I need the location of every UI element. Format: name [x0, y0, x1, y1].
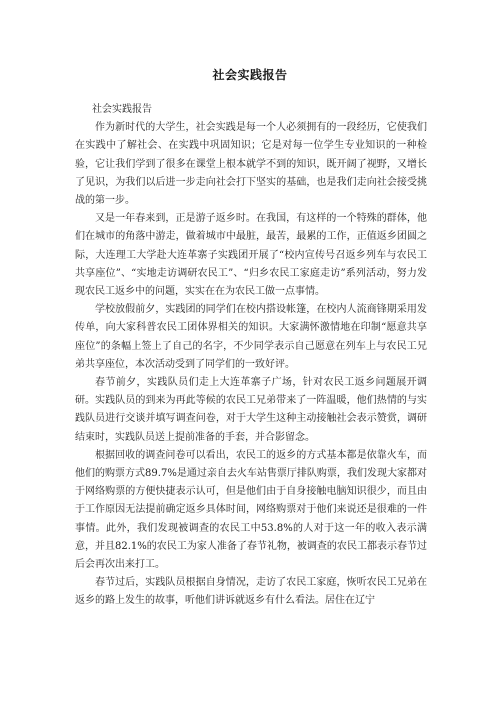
paragraph: 学校放假前夕，实践团的同学们在校内搭设帐篷，在校内人流商锋期采用发传单，向大家科普农民工团体界相关的知识。大家满怀激情地在印制“愿意共享座位”的条幅上签上了自己的名字，不少同学表示自己愿意在列车上与农民工兄弟共享座位，本次活动受到了同学们的一致好评。 [75, 304, 427, 370]
paragraph: 根据回收的调查问卷可以看出，农民工的返乡的方式基本都是依靠火车，而他们的购票方式89.7%是通过亲自去火车站售票厅排队购票，我们发现大家都对于网络购票的方便快捷表示认可，但是他们由于自身接触电脑知识很少，而且由于工作原因无法提前确定返乡具体时间，网络购票对于他们来说还是很难的一件事情。此外，我们发现被调查的农民工中53.8%的人对于这一年的收入表示满意，并且82.1%的农民工为家人准备了春节礼物，被调查的农民工都表示春节过后会再次出来打工。 [75, 449, 427, 571]
subheading: 社会实践报告 [92, 104, 152, 115]
paragraph: 作为新时代的大学生，社会实践是每一个人必须拥有的一段经历，它使我们在实践中了解社会、在实践中巩固知识；它是对每一位学生专业知识的一种检验，它让我们学到了很多在课堂上根本就学不到的知识，既开阔了视野，又增长了见识，为我们以后进一步走向社会打下坚实的基础，也是我们走向社会接受挑战的第一步。 [75, 122, 427, 207]
document-body [75, 101, 427, 611]
paragraph: 又是一年春来到，正是游子返乡时。在我国，有这样的一个特殊的群体，他们在城市的角落中游走，做着城市中最脏，最苦，最累的工作，正值返乡团圆之际，大连理工大学赴大连革寨子实践团开展了“校内宣传号召返乡列车与农民工共享座位”、“实地走访调研农民工”、“归乡农民工家庭走访”系列活动，努力发现农民工返乡中的问题，实实在在为农民工做一点事情。 [75, 213, 427, 298]
document-title: 社会实践报告 [212, 68, 288, 82]
paragraph: 春节过后，实践队员根据自身情况，走访了农民工家庭，恢听农民工兄弟在返乡的路上发生的故事，听他们讲诉就返乡有什么看法。居住在辽宁 [75, 577, 427, 607]
paragraph: 春节前夕，实践队员们走上大连革寨子广场，针对农民工返乡问题展开调研。实践队员的到来为再此等候的农民工兄弟带来了一阵温暖，他们热情的与实践队员进行交谈并填写调查问卷，对于大学生这种主动接触社会表示赞赏，调研结束时，实践队员送上提前准备的手套，并合影留念。 [75, 377, 427, 443]
